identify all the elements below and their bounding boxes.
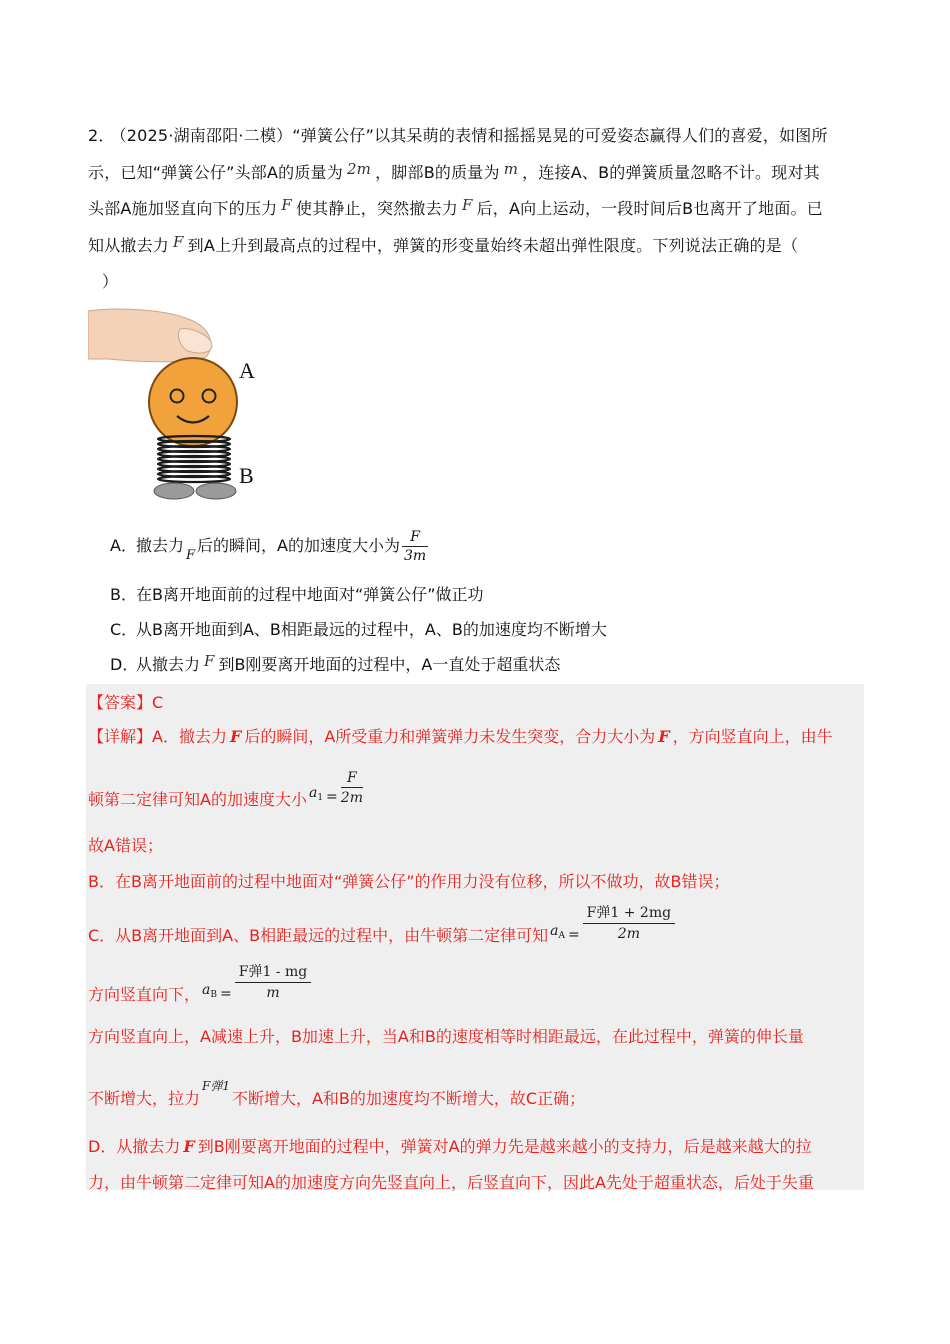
- mass-b-symbol: m: [503, 159, 519, 178]
- force-symbol: F: [461, 196, 473, 214]
- fraction-f-over-3m: $\frac{F}{3m}$: [404, 529, 427, 564]
- answer-value: C: [152, 693, 164, 712]
- question-line-5: ）: [102, 272, 119, 291]
- figure-label-b: B: [239, 463, 254, 488]
- option-a[interactable]: A．撤去力$_F$后的瞬间，A的加速度大小为 $\frac{F}{3m}$: [110, 529, 427, 564]
- answer-line: 【答案】C: [88, 693, 164, 712]
- detail-line-a3: 故A错误；: [88, 836, 163, 855]
- figure-label-a: A: [239, 358, 255, 383]
- detail-line-c2: 方向竖直向下， $a_B$ = F弹1 - mg m: [88, 961, 311, 1001]
- formula-aB: F弹1 - mg m: [235, 961, 312, 1001]
- doll-foot-right: [196, 483, 236, 499]
- question-stem: [88, 118, 862, 301]
- option-b[interactable]: B．在B离开地面前的过程中地面对“弹簧公仔”做正功: [110, 585, 484, 604]
- detail-line-d2: 力，由牛顿第二定律可知A的加速度方向先竖直向上，后竖直向下，因此A先处于超重状态，后处于失重: [88, 1173, 814, 1192]
- question-line-1: 2． （2025·湖南邵阳·二模）“弹簧公仔”以其呆萌的表情和摇摇晃晃的可爱姿态赢得人们的喜爱，如图所: [88, 126, 828, 145]
- formula-aA: F弹1 + 2mg 2m: [583, 902, 675, 942]
- question-line-4: 知从撤去力 F 到A上升到最高点的过程中，弹簧的形变量始终未超出弹性限度。下列说法正确的是（: [88, 232, 799, 255]
- question-line-3: 头部A施加竖直向下的压力 F 使其静止，突然撤去力 F 后，A向上运动，一段时间后B也离开了地面。已: [88, 196, 823, 218]
- detail-line-d1: D．从撤去力 F 到B刚要离开地面的过程中，弹簧对A的弹力先是越来越小的支持力，后是越来越大的拉: [88, 1137, 812, 1156]
- doll-head: [149, 358, 237, 446]
- detail-line-c1: C．从B离开地面到A、B相距最远的过程中，由牛顿第二定律可知 $a_A$ = F弹1 + 2mg 2m: [88, 902, 675, 942]
- detail-line-a1: 【详解】A．撤去力 F 后的瞬间，A所受重力和弹簧弹力未发生突变，合力大小为 F ，方向竖直向上，由牛: [88, 727, 833, 746]
- detail-line-a2: 顿第二定律可知A的加速度大小 $a_1$ = $\frac{F}{2m}$: [88, 770, 363, 809]
- detail-line-c4: 不断增大，拉力F弹1不断增大，A和B的加速度均不断增大，故C正确；: [88, 1079, 586, 1108]
- detail-line-c3: 方向竖直向上，A减速上升，B加速上升，当A和B的速度相等时相距最远，在此过程中，弹簧的伸长量: [88, 1027, 804, 1046]
- force-symbol: F: [281, 196, 292, 214]
- question-line-2: 示，已知“弹簧公仔”头部A的质量为 2m ，脚部B的质量为 m ，连接A、B的弹簧质量忽略不计。现对其: [88, 159, 820, 182]
- doll-foot-left: [154, 483, 194, 499]
- doll-spring: [158, 436, 230, 482]
- spring-doll-figure: [88, 305, 268, 505]
- force-symbol: F: [173, 232, 184, 251]
- option-d[interactable]: D．从撤去力 F 到B刚要离开地面的过程中，A一直处于超重状态: [110, 652, 561, 674]
- option-c[interactable]: C．从B离开地面到A、B相距最远的过程中，A、B的加速度均不断增大: [110, 620, 607, 639]
- formula-a1: $\frac{F}{2m}$: [340, 770, 363, 806]
- mass-a-symbol: 2m: [346, 159, 372, 178]
- detail-line-b1: B．在B离开地面前的过程中地面对“弹簧公仔”的作用力没有位移，所以不做功，故B错误；: [88, 872, 730, 891]
